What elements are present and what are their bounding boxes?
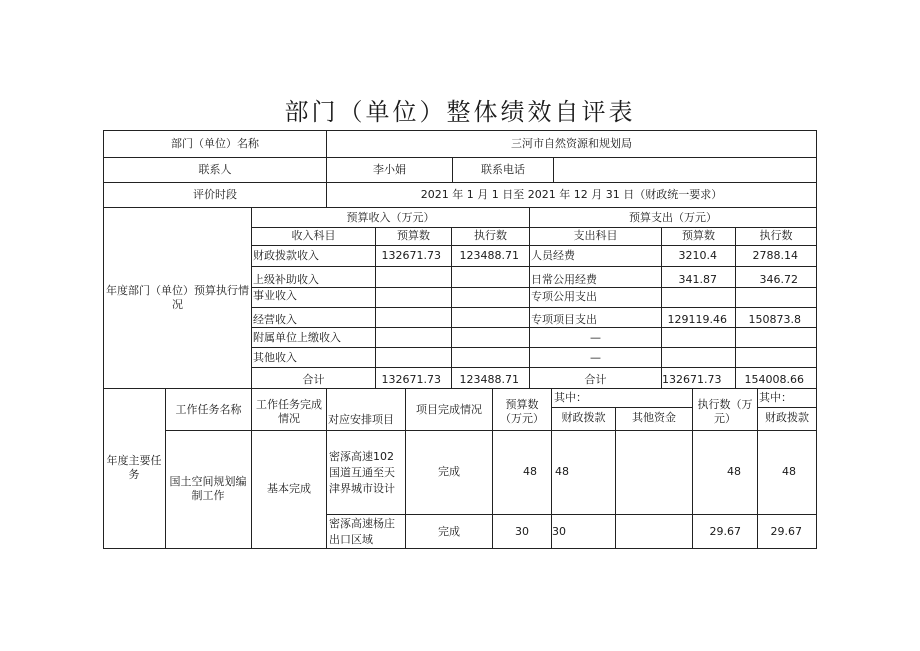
task-status: 基本完成: [267, 482, 311, 495]
budget-section-label: 年度部门（单位）预算执行情况: [106, 284, 249, 311]
income-col-budget: 预算数: [397, 229, 430, 242]
dept-value: 三河市自然资源和规划局: [511, 137, 632, 150]
row-line: [251, 266, 817, 267]
project-exec: 48: [727, 465, 741, 478]
income-item: 事业收入: [253, 289, 297, 302]
project-completion: 完成: [438, 525, 460, 538]
income-title: 预算收入（万元）: [346, 211, 435, 224]
income-exec: 123488.71: [459, 249, 519, 262]
expense-item: 专项公用支出: [531, 290, 597, 303]
expense-budget: 341.87: [678, 273, 717, 286]
dept-label: 部门（单位）名称: [171, 137, 259, 150]
task-header-exec-fiscal: 财政拨款: [765, 411, 809, 424]
expense-budget: 3210.4: [678, 249, 717, 262]
row-line: [251, 367, 817, 368]
row-line: [251, 227, 817, 228]
expense-total-label: 合计: [584, 373, 607, 386]
period-value: 2021 年 1 月 1 日至 2021 年 12 月 31 日（财政统一要求）: [420, 188, 723, 201]
income-item: 其他收入: [253, 351, 297, 364]
task-header-completion: 项目完成情况: [416, 403, 482, 416]
task-name: 国土空间规划编制工作: [169, 475, 247, 502]
expense-item: 日常公用经费: [531, 273, 597, 286]
project-name: 密涿高速杨庄出口区域: [329, 517, 395, 546]
expense-item: —: [590, 351, 601, 364]
expense-item: —: [590, 331, 601, 344]
col-line: [326, 388, 327, 549]
task-header-budget: 预算数（万元）: [500, 398, 544, 425]
expense-exec: 2788.14: [752, 249, 798, 262]
income-item: 财政拨款收入: [253, 249, 319, 262]
task-header-budget-fiscal: 财政拨款: [561, 411, 606, 424]
expense-col-exec: 执行数: [759, 229, 793, 242]
project-exec: 29.67: [709, 525, 741, 538]
income-budget: 132671.73: [381, 249, 441, 262]
row-line: [757, 407, 817, 408]
project-exec-fiscal: 48: [782, 465, 796, 478]
expense-exec: 150873.8: [748, 313, 801, 326]
project-name: 密涿高速102国道互通至天津界城市设计: [329, 450, 395, 495]
project-fiscal: 30: [552, 525, 566, 538]
col-line: [615, 407, 616, 549]
task-header-budget-other: 其他资金: [632, 411, 676, 424]
income-total-budget: 132671.73: [381, 373, 441, 386]
row-line: [251, 347, 817, 348]
task-header-exec: 执行数（万元）: [697, 398, 753, 425]
task-header-project: 对应安排项目: [328, 413, 394, 426]
income-col-item: 收入科目: [291, 229, 336, 242]
income-col-exec: 执行数: [474, 229, 507, 242]
row-line: [165, 430, 817, 431]
row-line: [251, 327, 817, 328]
task-header-name: 工作任务名称: [175, 403, 242, 416]
row-line: [103, 388, 817, 389]
page-title: 部门（单位）整体绩效自评表: [284, 98, 636, 126]
expense-budget: 129119.46: [667, 313, 727, 326]
phone-label: 联系电话: [481, 163, 525, 176]
project-exec-fiscal: 29.67: [770, 525, 802, 538]
row-line: [103, 157, 817, 158]
row-line: [103, 207, 817, 208]
period-label: 评价时段: [193, 188, 237, 201]
table-border-right: [816, 130, 817, 549]
project-budget: 30: [515, 525, 529, 538]
project-fiscal: 48: [555, 465, 569, 478]
col-line: [251, 388, 252, 549]
expense-total-budget: 132671.73: [662, 373, 722, 386]
row-line: [551, 407, 692, 408]
task-header-budget-of-which: 其中：: [554, 391, 587, 404]
row-line: [103, 182, 817, 183]
income-item: 上级补助收入: [253, 273, 319, 286]
expense-col-item: 支出科目: [573, 229, 618, 242]
table-border-top: [103, 130, 817, 131]
row-line: [251, 245, 817, 246]
income-item: 附属单位上缴收入: [253, 331, 341, 344]
task-header-status: 工作任务完成情况: [256, 398, 322, 425]
project-budget: 48: [523, 465, 537, 478]
income-total-label: 合计: [302, 373, 325, 386]
project-completion: 完成: [438, 465, 460, 478]
expense-title: 预算支出（万元）: [629, 211, 717, 224]
income-item: 经营收入: [253, 313, 297, 326]
contact-value: 李小娟: [373, 163, 406, 176]
row-line: [251, 307, 817, 308]
expense-col-budget: 预算数: [682, 229, 715, 242]
col-line: [553, 157, 554, 182]
table-border-bottom: [103, 548, 817, 549]
row-line: [251, 287, 817, 288]
tasks-section-label: 年度主要任务: [106, 454, 162, 481]
expense-item: 人员经费: [531, 249, 575, 262]
contact-label: 联系人: [198, 163, 232, 176]
task-header-exec-of-which: 其中：: [759, 391, 792, 404]
expense-exec: 346.72: [759, 273, 798, 286]
expense-total-exec: 154008.66: [744, 373, 804, 386]
income-total-exec: 123488.71: [459, 373, 519, 386]
expense-item: 专项项目支出: [531, 313, 597, 326]
row-line: [326, 514, 817, 515]
